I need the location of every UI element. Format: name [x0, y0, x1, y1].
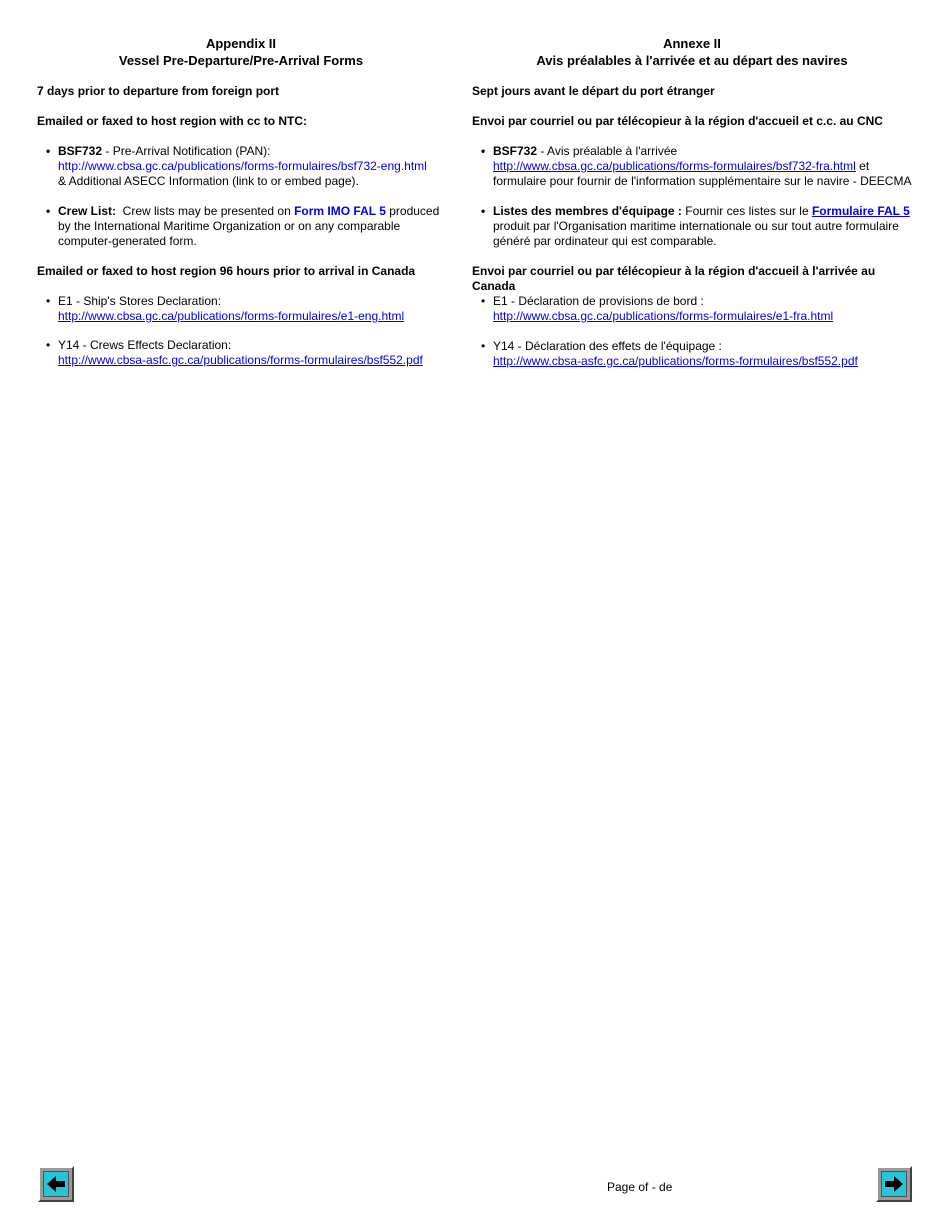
e1-text: E1 - Ship's Stores Declaration: — [58, 294, 222, 308]
list-item-e1-fr — [472, 294, 912, 324]
formulaire-fal5-link[interactable]: Formulaire FAL 5 — [811, 204, 910, 218]
bsf732-code: BSF732 — [58, 144, 103, 158]
bsf732-eng-link[interactable]: http://www.cbsa.gc.ca/publications/forms-formulaires/bsf732-eng.html — [58, 159, 427, 173]
bullet: • — [481, 294, 486, 308]
bsf732-desc-fr: - Avis préalable à l'arrivée — [537, 144, 678, 158]
page-number-label: Page of - de — [607, 1180, 673, 1194]
list-item-y14 — [37, 338, 445, 368]
bsf732-extra: & Additional ASECC Information (link to or embed page). — [58, 174, 359, 188]
arrow-left-icon — [43, 1171, 69, 1197]
next-page-button[interactable] — [876, 1166, 912, 1202]
crew-text-after-fr: produit par l'Organisation maritime internationale ou sur tout autre formulaire généré par ordinateur qui est comparable. — [493, 219, 899, 248]
list-item-y14-fr — [472, 339, 912, 369]
bullet: • — [46, 204, 51, 218]
previous-page-button[interactable] — [38, 1166, 74, 1202]
section-heading-envoi-arrivee: Envoi par courriel ou par télécopieur à la région d'accueil à l'arrivée au Canada — [472, 264, 876, 293]
section-heading-emailed-ntc: Emailed or faxed to host region with cc to NTC: — [37, 114, 308, 128]
e1-eng-link[interactable]: http://www.cbsa.gc.ca/publications/forms-formulaires/e1-eng.html — [58, 309, 405, 323]
crew-text-before-fr: Fournir ces listes sur le — [681, 204, 812, 218]
list-item-crew-list-fr — [472, 204, 912, 249]
y14-eng-link[interactable]: http://www.cbsa-asfc.gc.ca/publications/forms-formulaires/bsf552.pdf — [58, 353, 423, 367]
appendix-title: Appendix II — [205, 36, 277, 51]
bullet: • — [481, 339, 486, 353]
french-column — [472, 35, 912, 369]
arrow-right-icon-glyph — [883, 1173, 905, 1195]
crew-list-label-fr: Listes des membres d'équipage : — [493, 204, 682, 218]
list-item-e1 — [37, 294, 445, 324]
e1-text-fr: E1 - Déclaration de provisions de bord : — [493, 294, 704, 308]
bullet: • — [46, 144, 51, 158]
crew-text-before: Crew lists may be presented on — [116, 204, 295, 218]
bullet: • — [46, 338, 51, 352]
bsf732-fra-link[interactable]: http://www.cbsa.gc.ca/publications/forms-formulaires/bsf732-fra.html — [493, 159, 856, 173]
arrow-left-icon-glyph — [45, 1173, 67, 1195]
list-item-bsf732-fr — [472, 144, 912, 189]
bullet: • — [46, 294, 51, 308]
bullet: • — [481, 204, 486, 218]
e1-fra-link[interactable]: http://www.cbsa.gc.ca/publications/forms-formulaires/e1-fra.html — [493, 309, 834, 323]
section-heading-7-days: 7 days prior to departure from foreign port — [37, 84, 280, 98]
y14-text-fr: Y14 - Déclaration des effets de l'équipage : — [493, 339, 722, 353]
bullet: • — [481, 144, 486, 158]
annexe-subtitle: Avis préalables à l'arrivée et au départ des navires — [536, 53, 848, 68]
crew-text-after: produced by the International Maritime Organization or on any comparable computer-generated form. — [58, 204, 440, 248]
annexe-title: Annexe II — [663, 36, 721, 51]
appendix-subtitle: Vessel Pre-Departure/Pre-Arrival Forms — [118, 53, 364, 68]
section-heading-96-hours: Emailed or faxed to host region 96 hours prior to arrival in Canada — [37, 264, 416, 278]
bsf732-desc: - Pre-Arrival Notification (PAN): — [102, 144, 271, 158]
bsf732-code-fr: BSF732 — [493, 144, 538, 158]
crew-list-label: Crew List: — [58, 204, 117, 218]
section-heading-sept-jours: Sept jours avant le départ du port étranger — [472, 84, 715, 98]
form-imo-fal5-link[interactable]: Form IMO FAL 5 — [294, 204, 386, 218]
list-item-crew-list — [37, 204, 445, 249]
bsf732-extra-fr: et formulaire pour fournir de l'information supplémentaire sur le navire - DEECMA — [493, 159, 912, 188]
y14-fra-link[interactable]: http://www.cbsa-asfc.gc.ca/publications/forms-formulaires/bsf552.pdf — [493, 354, 858, 368]
english-column — [37, 35, 445, 368]
list-item-bsf732 — [37, 144, 445, 189]
section-heading-envoi-cnc: Envoi par courriel ou par télécopieur à la région d'accueil et c.c. au CNC — [472, 114, 883, 128]
y14-text: Y14 - Crews Effects Declaration: — [58, 338, 232, 352]
arrow-right-icon — [881, 1171, 907, 1197]
